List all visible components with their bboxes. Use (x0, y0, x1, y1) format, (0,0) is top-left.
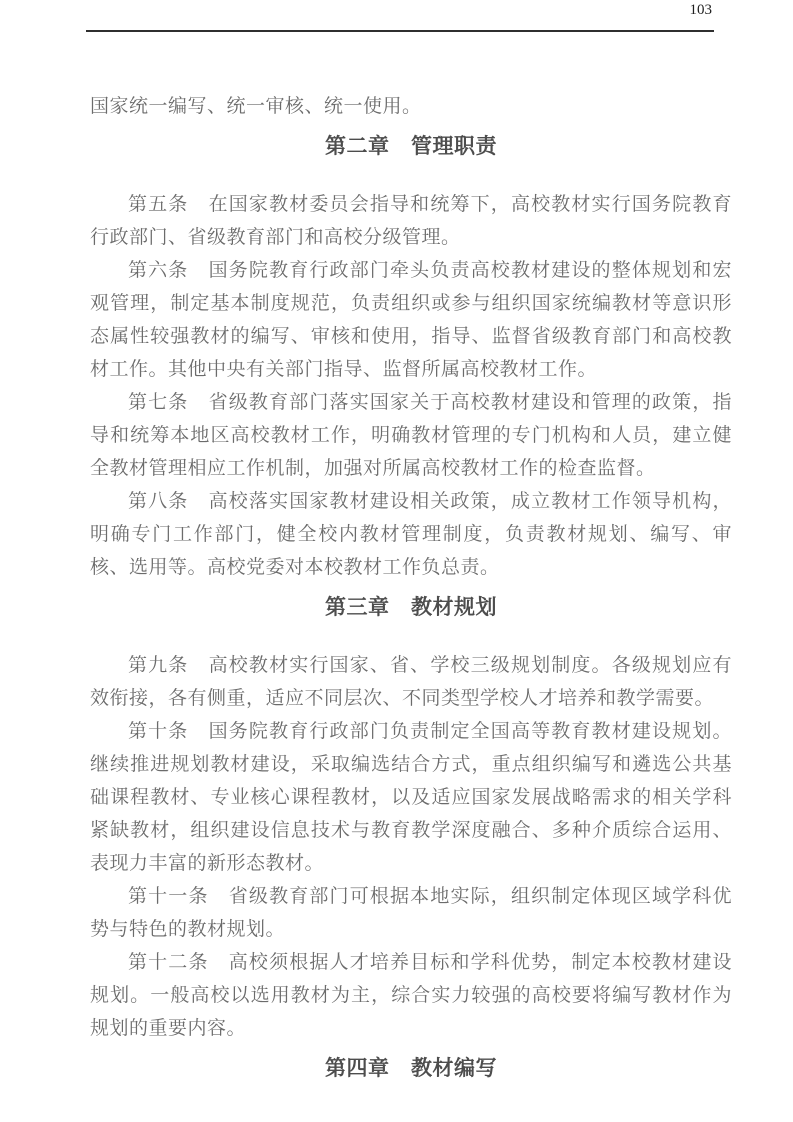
page-number: 103 (689, 2, 712, 18)
article-12-paragraph: 第十二条 高校须根据人才培养目标和学科优势，制定本校教材建设规划。一般高校以选用教材为主，综合实力较强的高校要将编写教材作为规划的重要内容。 (90, 952, 732, 1039)
chapter-2-heading: 第二章 管理职责 (325, 135, 497, 158)
article-10-paragraph: 第十条 国务院教育行政部门负责制定全国高等教育教材建设规划。继续推进规划教材建设，采取编选结合方式，重点组织编写和遴选公共基础课程教材、专业核心课程教材，以及适应国家发展战略需求的相关学科紧缺教材，组织建设信息技术与教育教学深度融合、多种介质综合运用、表现力丰富的新形态教材。 (90, 721, 732, 874)
article-8-paragraph: 第八条 高校落实国家教材建设相关政策，成立教材工作领导机构，明确专门工作部门，健全校内教材管理制度，负责教材规划、编写、审核、选用等。高校党委对本校教材工作负总责。 (90, 491, 732, 578)
article-9-paragraph: 第九条 高校教材实行国家、省、学校三级规划制度。各级规划应有效衔接，各有侧重，适应不同层次、不同类型学校人才培养和教学需要。 (90, 655, 732, 709)
article-11-paragraph: 第十一条 省级教育部门可根据本地实际，组织制定体现区域学科优势与特色的教材规划。 (90, 886, 732, 940)
header-rule (86, 30, 714, 32)
document-body (90, 90, 732, 1110)
chapter-3-heading: 第三章 教材规划 (325, 596, 497, 619)
article-6-paragraph: 第六条 国务院教育行政部门牵头负责高校教材建设的整体规划和宏观管理，制定基本制度规范，负责组织或参与组织国家统编教材等意识形态属性较强教材的编写、审核和使用，指导、监督省级教育部门和高校教材工作。其他中央有关部门指导、监督所属高校教材工作。 (90, 260, 732, 380)
article-7-paragraph: 第七条 省级教育部门落实国家关于高校教材建设和管理的政策，指导和统筹本地区高校教材工作，明确教材管理的专门机构和人员，建立健全教材管理相应工作机制，加强对所属高校教材工作的检查监督。 (90, 392, 732, 479)
paragraph-continuation: 国家统一编写、统一审核、统一使用。 (90, 96, 422, 117)
chapter-4-heading: 第四章 教材编写 (325, 1057, 497, 1080)
article-5-paragraph: 第五条 在国家教材委员会指导和统筹下，高校教材实行国务院教育行政部门、省级教育部门和高校分级管理。 (90, 194, 732, 248)
